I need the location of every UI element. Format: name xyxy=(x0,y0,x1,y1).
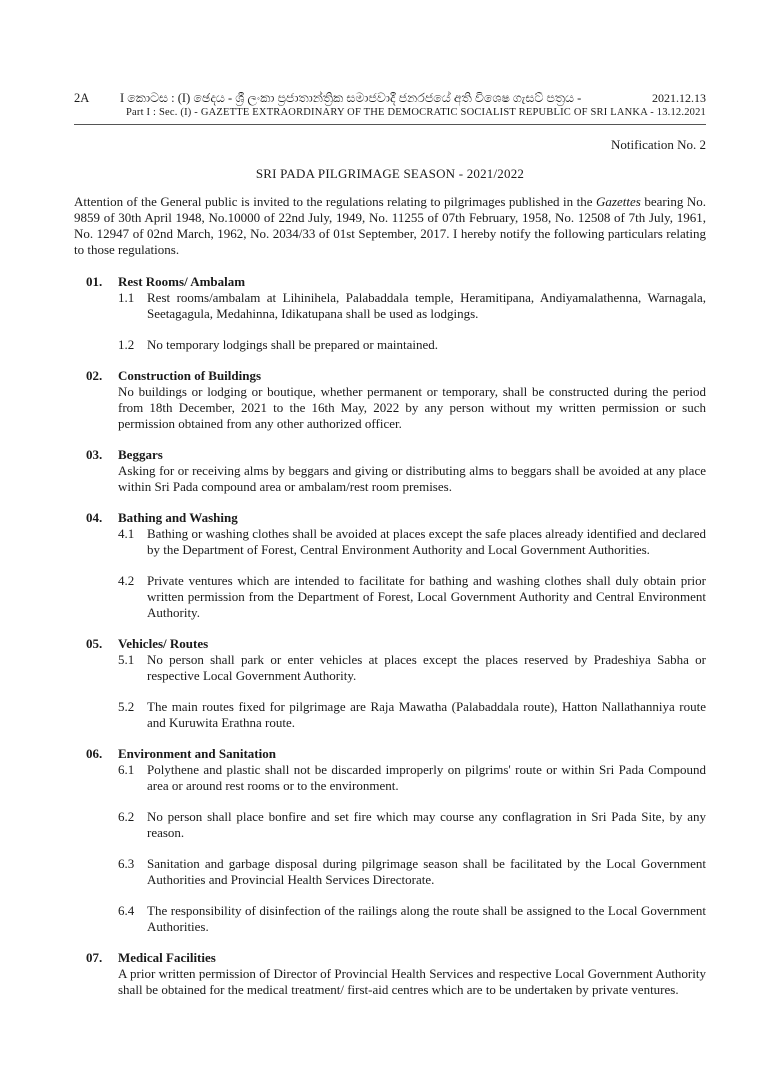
header-divider xyxy=(74,124,706,125)
section-5 xyxy=(74,636,706,731)
section-number: 03. xyxy=(86,447,103,462)
clause-text: No temporary lodgings shall be prepared or maintained. xyxy=(147,337,438,352)
intro-text-after: bearing No. 9859 of 30th April 1948, No.10000 of 22nd July, 1949, No. 11255 of 07th February, 1958, No. 12508 of 7th July, 1961, No. 12947 of 02nd March, 1962, No. 2034/33 of 01st September, 2017. I hereby notify the following particulars relating to those regulations. xyxy=(74,194,706,257)
section-3 xyxy=(74,447,706,495)
section-body: No buildings or lodging or boutique, whether permanent or temporary, shall be constructed during the period from 18th December, 2021 to the 16th May, 2022 by any person without my written permission or such permission obtained from any other authorized officer. xyxy=(118,384,706,431)
clause-text: The main routes fixed for pilgrimage are Raja Mawatha (Palabaddala route), Hatton Nallathanniya route and Kuruwita Erathna route. xyxy=(147,699,706,730)
page-number: 2A xyxy=(74,91,90,105)
section-number: 05. xyxy=(86,636,103,651)
sinhala-gazette-date: 2021.12.13 xyxy=(652,91,706,105)
clause-text: Bathing or washing clothes shall be avoided at places except the safe places already identified and declared by the Department of Forest, Central Environment Authority and Local Government Authorities. xyxy=(147,526,706,557)
section-heading xyxy=(74,368,706,384)
clause-item xyxy=(118,290,706,322)
section-heading xyxy=(74,510,706,526)
notification-number: Notification No. 2 xyxy=(611,137,706,152)
section-title: Medical Facilities xyxy=(118,950,216,965)
section-body: A prior written permission of Director of Provincial Health Services and respective Local Government Authority shall be obtained for the medical treatment/ first-aid centres which are to be undertaken by private ventures. xyxy=(118,966,706,997)
clause-number: 5.1 xyxy=(118,652,135,667)
clause-number: 6.3 xyxy=(118,856,135,871)
section-title: Beggars xyxy=(118,447,163,462)
section-title: Environment and Sanitation xyxy=(118,746,276,761)
clause-text: No person shall park or enter vehicles at places except the places reserved by Pradeshiya Sabha or respective Local Government Authority. xyxy=(147,652,706,683)
section-4 xyxy=(74,510,706,621)
section-7 xyxy=(74,950,706,998)
intro-italic-gazettes: Gazettes xyxy=(596,194,641,209)
clause-item xyxy=(118,699,706,731)
section-heading xyxy=(74,950,706,966)
section-heading xyxy=(74,636,706,652)
english-gazette-title: Part I : Sec. (I) - GAZETTE EXTRAORDINARY OF THE DEMOCRATIC SOCIALIST REPUBLIC OF SRI LANKA - 13.12.2021 xyxy=(125,107,706,118)
section-body: Asking for or receiving alms by beggars and giving or distributing alms to beggars shall be avoided at any place within Sri Pada compound area or ambalam/rest room premises. xyxy=(118,463,706,494)
document-title: SRI PADA PILGRIMAGE SEASON - 2021/2022 xyxy=(255,166,525,181)
section-title: Vehicles/ Routes xyxy=(118,636,209,651)
section-title: Construction of Buildings xyxy=(118,368,262,383)
section-number: 07. xyxy=(86,950,103,965)
section-heading xyxy=(74,274,706,290)
clause-number: 4.1 xyxy=(118,526,135,541)
intro-text-before: Attention of the General public is invited to the regulations relating to pilgrimages published in the xyxy=(74,194,597,209)
clause-text: The responsibility of disinfection of the railings along the route shall be assigned to the Local Government Authorities. xyxy=(147,903,706,934)
clause-number: 5.2 xyxy=(118,699,135,714)
clause-number: 6.4 xyxy=(118,903,135,918)
clause-number: 1.1 xyxy=(118,290,135,305)
clause-item xyxy=(118,337,706,353)
intro-paragraph xyxy=(74,194,706,258)
clause-number: 6.1 xyxy=(118,762,135,777)
section-number: 04. xyxy=(86,510,103,525)
clause-number: 4.2 xyxy=(118,573,135,588)
clause-item xyxy=(118,903,706,935)
section-6 xyxy=(74,746,706,935)
clause-text: Rest rooms/ambalam at Lihinihela, Palabaddala temple, Heramitipana, Andiyamalathenna, Warnagala, Seetagagula, Medahinna, Idikatupana shall be used as lodgings. xyxy=(147,290,706,321)
clause-item xyxy=(118,809,706,841)
clause-text: Polythene and plastic shall not be discarded improperly on pilgrims' route or within Sri Pada Compound area or around rest rooms or to the environment. xyxy=(147,762,706,793)
section-2 xyxy=(74,368,706,432)
section-heading xyxy=(74,447,706,463)
clause-text: Private ventures which are intended to facilitate for bathing and washing clothes shall duly obtain prior written permission from the Department of Forest, Local Government Authority and Central Environment Authority. xyxy=(147,573,706,620)
section-number: 06. xyxy=(86,746,103,761)
section-number: 02. xyxy=(86,368,103,383)
regulation-sections xyxy=(74,274,706,1013)
clause-item xyxy=(118,526,706,558)
section-heading xyxy=(74,746,706,762)
section-number: 01. xyxy=(86,274,103,289)
clause-item xyxy=(118,856,706,888)
clause-text: No person shall place bonfire and set fire which may course any conflagration in Sri Pada Site, by any reason. xyxy=(147,809,706,840)
clause-item xyxy=(118,652,706,684)
clause-item xyxy=(118,573,706,621)
sinhala-gazette-title: I කොටස : (I) ඡෙදය - ශ්‍රී ලංකා ප්‍රජාතාන්ත්‍රික සමාජවාදී ජනරජයේ අති විශෙෂ ගැසට් පත්‍රය - xyxy=(120,91,582,105)
clause-number: 1.2 xyxy=(118,337,135,352)
clause-text: Sanitation and garbage disposal during pilgrimage season shall be facilitated by the Local Government Authorities and Provincial Health Services Directorate. xyxy=(147,856,706,887)
section-1 xyxy=(74,274,706,353)
clause-item xyxy=(118,762,706,794)
section-title: Bathing and Washing xyxy=(118,510,238,525)
clause-number: 6.2 xyxy=(118,809,135,824)
section-title: Rest Rooms/ Ambalam xyxy=(118,274,246,289)
